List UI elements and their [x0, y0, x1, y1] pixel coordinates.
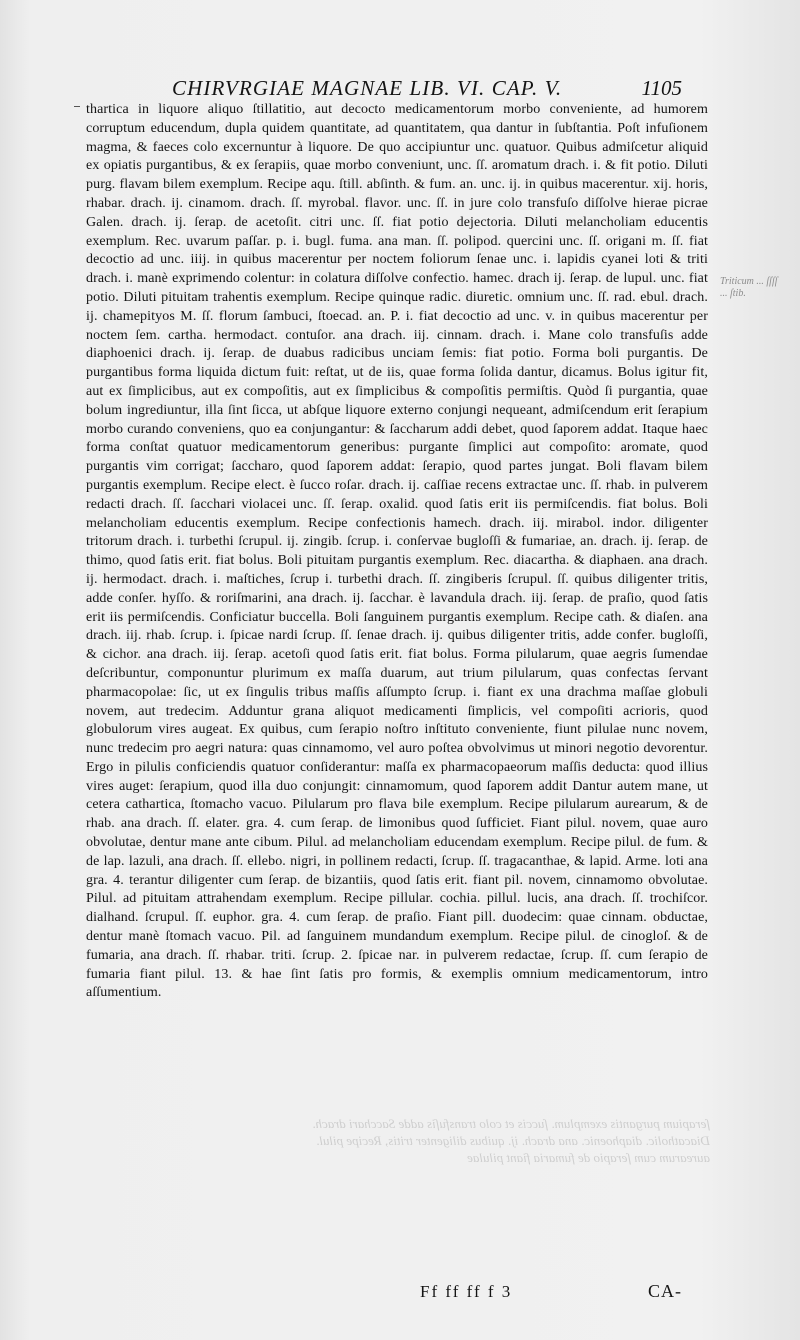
page-header	[172, 76, 692, 104]
signature-mark: Ff ff ff f 3	[420, 1282, 513, 1301]
running-title: CHIRVRGIAE MAGNAE LIB. VI. CAP. V.	[172, 76, 563, 100]
margin-note: Triticum ... ſſſſ ... ſtib.	[720, 276, 778, 299]
catchword: CA-	[648, 1281, 682, 1301]
margin-dash	[74, 106, 80, 107]
body-text	[86, 101, 708, 1003]
bleed-through-text: ſerapium purgantis exemplum. ſuccis et colo transfuſis adde Sacchari drach. Diacatholic. diaphoenic. ana drach. ij. quibus diligenter tritis, Recipe pilul. aurearum cum ſerapio de fumaria fiant pilulae	[312, 1116, 710, 1165]
page-number: 1105	[641, 76, 682, 100]
paragraph: thartica in liquore aliquo ſtillatitio, aut decocto medicamentorum morbo conveniente, ad humorem corruptum educendum, dupla quidem quantitate, ad quantitatem, qua dantur in ſubſtantia. Poſt infuſionem magma, & faeces colo excernuntur à liquore. De quo accipiuntur unc. quatuor. Quibus admiſcetur aliquid ex opiatis purgantibus, & ex ſerapiis, quae morbo conveniunt, unc. ſſ. aromatum drach. i. & fit potio. Diluti purg. flavam bilem exemplum. Recipe aqu. ſtill. abſinth. & fum. an. unc. ij. in quibus macerentur. xij. horis, rhabar. drach. ij. cinamom. drach. ſſ. myrobal. flavor. unc. ſſ. in jure colo transfuſo diſſolve hierae picrae Galen. drach. ij. ſerap. de acetoſit. citri unc. ſſ. fiat potio dejectoria. Diluti melancholiam educentis exemplum. Rec. uvarum paſſar. p. i. bugl. fuma. ana man. ſſ. polipod. quercini unc. ſſ. origani m. ſſ. fiat decoctio ad unc. iiij. in quibus macerentur per noctem foliorum ſenae unc. i. lapidis cyanei loti & triti drach. i. manè exprimendo colentur: in colatura diſſolve confectio. hamec. drach ij. ſerap. de lupul. unc. fiat potio. Diluti pituitam trahentis exemplum. Recipe quinque radic. diuretic. omnium unc. ſſ. rad. ebul. drach. ij. chamepityos M. ſſ. florum ſambuci, ſtoecad. an. P. i. fiat decoctio ad unc. v. in quibus macerentur per noctem ſem. cartha. hermodact. contuſor. ana drach. iij. cinnam. drach. i. Mane colo transfuſis adde diaphoenici drach. ij. ſerap. de duabus radicibus unciam ſemis: fiat potio. Forma boli purgantis. De purgantibus forma liquida dictum fuit: reſtat, ut de iis, quae forma ſolida dantur, dicamus. Bolus igitur fit, aut ex ſimplicibus, aut ex compoſitis, aut ex ſimplicibus & compoſitis permiſtis. Quòd ſi purgantia, quae bolum ingrediuntur, illa ſint ſicca, ut abſque liquore externo conjungi nequeant, admiſcendum erit ſerapium morbo curando conveniens, quo ea conjungantur: & ſaccharum addi debet, quod ſaporem addat. Itaque haec forma conſtat quatuor medicamentorum generibus: purgante ſimplici aut compoſito: aromate, quod purgantis vim corrigat; ſaccharo, quod ſaporem addat: ſerapio, quod partes jungat. Boli flavam bilem purgantis exemplum. Recipe elect. è ſucco roſar. drach. ij. caſſiae recens extractae unc. ſſ. rhab. in pulverem redacti drach. ſſ. ſacchari violacei unc. ſſ. ſerap. oxalid. quod ſatis erit iis permiſcendis. fiat bolus. Boli melancholiam educentis exemplum. Recipe confectionis hamech. drach. iij. mirabol. indor. diligenter tritorum drach. i. turbethi ſcrupul. ij. zingib. ſcrup. i. conſervae bugloſſi & fumariae, an. drach. ij. ſerap. de thimo, quod ſatis erit. fiat bolus. Boli pituitam purgantis exemplum. Rec. diacartha. & diaphaen. ana drach. ij. hermodact. drach. i. maſtiches, ſcrup i. turbethi drach. ſſ. zingiberis ſcrupul. ſſ. quibus diligenter tritis, adde conſer. hyſſo. & roriſmarini, ana drach. ij. ſacchar. è lavandula drach. iij. ſerap. de praſio, quod ſatis erit iis permiſcendis. Conficiatur buccella. Boli ſanguinem purgantis exemplum. Recipe cath. & diaſen. ana drach. iij. rhab. ſcrup. i. ſpicae nardi ſcrup. ſſ. ſenae drach. ij. quibus diligenter tritis, adde confer. bugloſſi, & cichor. ana drach. iij. ſerap. acetoſi quod ſatis erit. fiat bolus. Forma pilularum, quae aegris ſumendae deſcribuntur, componuntur plurimum ex maſſa duarum, aut trium pilularum, quas confectas ſervant pharmacopolae: ſic, ut ex ſingulis tribus maſſis aſſumpto ſcrup. i. fiant ex una drachma maſſae globuli novem, aut tredecim. Adduntur grana aliquot medicamenti ſimplicis, vel compoſiti acrioris, quod globulorum vires augeat. Ex quibus, cum ſerapio noſtro inſtituto conveniente, fiunt pilulae nunc novem, nunc tredecim pro aegri natura: quas cinnamomo, vel auro poſtea obvolvimus ut minori negotio devorentur. Ergo in pilulis conficiendis quatuor conſiderantur: maſſa ex pharmacopaeorum maſſis deducta: quod illius vires auget: ſerapium, quod illa duo conjungit: cinnamomum, quod ſaporem addit Dantur autem mane, ut cetera cathartica, ſtomacho vacuo. Pilularum pro flava bile exemplum. Recipe pilularum aurearum, & de rhab. ana drach. ſſ. elater. gra. 4. cum ſerap. de limonibus quod ſufficiet. Fiant pilul. novem, quae auro obvolutae, dentur mane ante cibum. Pilul. ad melancholiam educendam exemplum. Recipe pilul. de fum. & de lap. lazuli, ana drach. ſſ. ellebo. nigri, in pollinem redacti, ſcrup. ſſ. tragacanthae, & lapid. Arme. loti ana gra. 4. terantur diligenter cum ſerap. de bizantiis, quod ſatis erit. fiant pil. novem, cinnamomo obvolutae. Pilul. ad pituitam attrahendam exemplum. Recipe pillular. cochia. pillul. lucis, ana drach. ſſ. trochiſcor. dialhand. ſcrupul. ſſ. euphor. gra. 4. cum ſerap. de praſio. Fiant pill. duodecim: quae cinnam. obductae, dentur manè ſtomach vacuo. Pil. ad ſanguinem mundandum exemplum. Recipe pilul. de cinogloſ. & de fumaria, ana drach. ſſ. rhabar. triti. ſcrup. 2. ſpicae nar. in pulverem redactae, ſcrup. ſſ. cum ſerapio de fumaria fiant pilul. 13. & hae ſint ſatis pro formis, & exemplis omnium medicamentorum, intro aſſumentium.	[86, 102, 708, 1001]
